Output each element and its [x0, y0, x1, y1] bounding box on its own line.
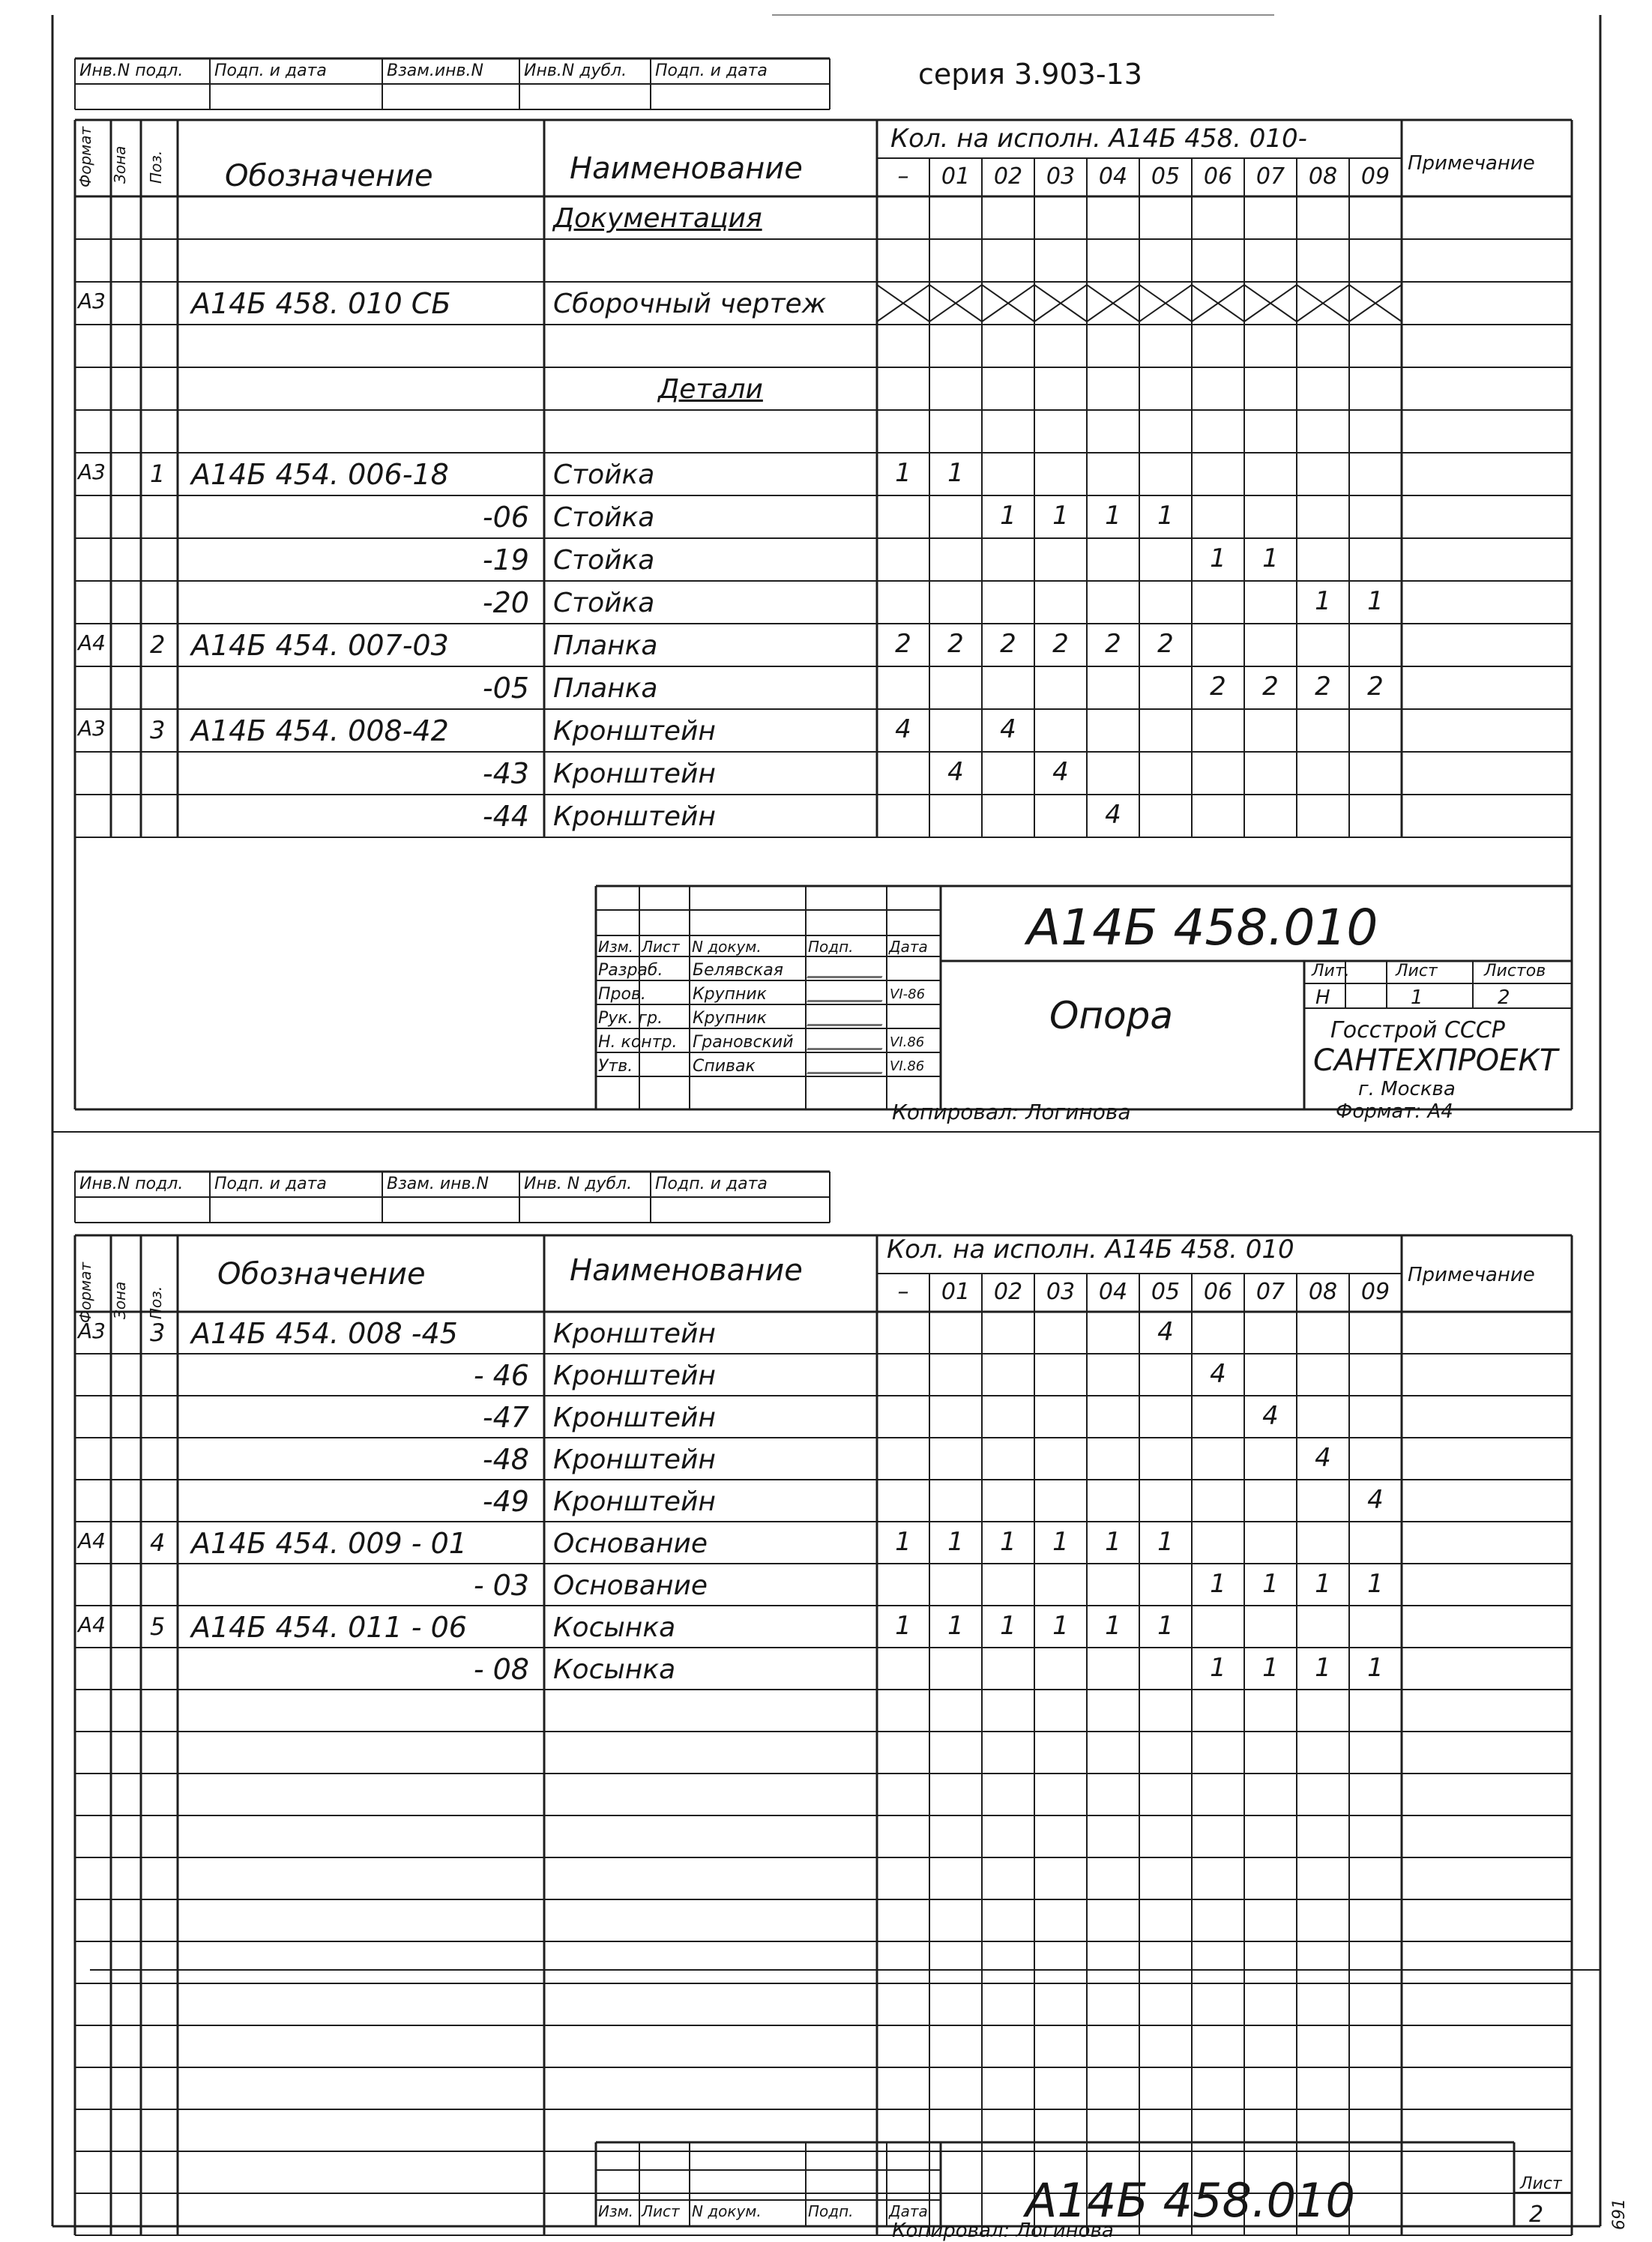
- sheet1-qty-cell: 4: [1000, 714, 1016, 744]
- sheet2-variant-1: 01: [941, 1279, 971, 1305]
- sheet1-section-title: Детали: [658, 374, 763, 405]
- footer-col-label: Подп.: [808, 2202, 854, 2220]
- sheet1-qty-cell: 4: [895, 714, 911, 744]
- footer-col-label: Изм.: [598, 2202, 634, 2220]
- title-date: VI.86: [890, 1034, 925, 1050]
- stamp-top-label-4: Подп. и дата: [655, 61, 768, 80]
- sheet1-name-cell: Стойка: [553, 545, 655, 576]
- org-line-1: Госстрой СССР: [1330, 1017, 1505, 1043]
- sheet2-qty-cell: 1: [895, 1611, 911, 1641]
- sheet1-variant-8: 08: [1308, 163, 1338, 190]
- sheet1-designation-cell: А14Б 458. 010 СБ: [191, 287, 451, 320]
- sheet-label: Лист: [1396, 962, 1438, 980]
- sheet1-name-cell: Стойка: [553, 588, 655, 618]
- designation-header: Обозначение: [225, 159, 433, 193]
- sheet1-name-cell: Кронштейн: [553, 801, 716, 832]
- title-col-label: Лист: [642, 938, 680, 956]
- sheet1-qty-cell: 2: [1157, 629, 1174, 659]
- note-header-2: Примечание: [1408, 1264, 1535, 1286]
- sheet1-qty-cell: 2: [1000, 629, 1016, 659]
- sheets-label: Листов: [1484, 962, 1546, 980]
- sheet1-qty-cell: 4: [1105, 800, 1121, 830]
- title-person: Спивак: [693, 1057, 756, 1076]
- title-date: VI.86: [890, 1058, 925, 1074]
- org-line-2: САНТЕХПРОЕКТ: [1313, 1043, 1558, 1078]
- sheet2-designation-cell: А14Б 454. 009 - 01: [191, 1527, 467, 1560]
- sheet2-qty-cell: 1: [1052, 1527, 1069, 1557]
- sheet1-pos-cell: 3: [150, 716, 166, 744]
- sheet1-qty-cell: 1: [1262, 543, 1279, 573]
- lit-label: Лит.: [1312, 962, 1350, 980]
- sheet2-qty-cell: 1: [947, 1527, 964, 1557]
- org-line-3: г. Москва: [1358, 1078, 1456, 1100]
- sheet1-designation-cell: А14Б 454. 007-03: [191, 629, 449, 662]
- sheet1-designation-cell: А14Б 454. 006-18: [191, 458, 449, 491]
- stamp-top-label-3: Инв.N дубл.: [524, 61, 627, 80]
- stamp-top-label-1: Подп. и дата: [214, 61, 327, 80]
- sheet1-designation-cell: А14Б 454. 008-42: [191, 714, 449, 747]
- sheet2-qty-cell: 1: [1315, 1569, 1331, 1599]
- sheet2-qty-cell: 1: [1262, 1653, 1279, 1683]
- sheet2-qty-cell: 1: [1367, 1653, 1384, 1683]
- sheet2-variant-7: 07: [1255, 1279, 1285, 1305]
- stamp-top-2-label-2: Взам. инв.N: [387, 1175, 489, 1193]
- sheet1-qty-cell: 2: [1052, 629, 1069, 659]
- sheet2-designation-cell: - 46: [473, 1359, 529, 1392]
- qty-header-2: Кол. на исполн. А14Б 458. 010: [887, 1235, 1294, 1265]
- sheet1-qty-cell: 1: [1000, 501, 1016, 531]
- name-header: Наименование: [570, 151, 803, 186]
- sheet2-qty-cell: 1: [947, 1611, 964, 1641]
- sheet1-qty-cell: 2: [1105, 629, 1121, 659]
- title-col-label: N докум.: [692, 938, 762, 956]
- series-label: серия 3.903-13: [918, 58, 1142, 91]
- sheet2-variant-4: 04: [1098, 1279, 1128, 1305]
- stamp-top-2-label-1: Подп. и дата: [214, 1175, 327, 1193]
- sheet1-qty-cell: 1: [895, 458, 911, 488]
- sheet1-qty-cell: 1: [1052, 501, 1069, 531]
- sheet1-qty-cell: 1: [1367, 586, 1384, 616]
- sheet1-name-cell: Сборочный чертеж: [553, 289, 827, 319]
- sheet1-pos-cell: 2: [150, 630, 166, 659]
- sheet1-designation-cell: -20: [482, 586, 529, 619]
- sheet2-name-cell: Основание: [553, 1528, 708, 1559]
- sheet1-qty-cell: 1: [1210, 543, 1226, 573]
- sheet1-qty-cell: 1: [947, 458, 964, 488]
- stamp-top-label-0: Инв.N подл.: [79, 61, 184, 80]
- sheet2-qty-cell: 1: [1262, 1569, 1279, 1599]
- sheet2-designation-cell: - 08: [473, 1653, 529, 1686]
- sheet2-name-cell: Основание: [553, 1570, 708, 1601]
- footer-col-label: N докум.: [692, 2202, 762, 2220]
- sheet2-qty-cell: 4: [1157, 1317, 1174, 1347]
- sheet1-variant-7: 07: [1255, 163, 1285, 190]
- sheet2-variant-9: 09: [1360, 1279, 1390, 1305]
- signature: [807, 1010, 889, 1026]
- pos-header-2: Поз.: [147, 1286, 165, 1319]
- sheet1-qty-cell: 1: [1157, 501, 1174, 531]
- sheet2-variant-6: 06: [1203, 1279, 1233, 1305]
- format-note: Формат: А4: [1336, 1100, 1453, 1123]
- sheet2-name-cell: Кронштейн: [553, 1319, 716, 1349]
- sheet2-qty-cell: 1: [1000, 1527, 1016, 1557]
- sheet1-designation-cell: -19: [482, 543, 529, 576]
- sheet1-pos-cell: 1: [150, 459, 166, 488]
- sheet1-qty-cell: 2: [1315, 672, 1331, 702]
- sheet2-name-cell: Кронштейн: [553, 1360, 716, 1391]
- sheet2-qty-cell: 1: [1000, 1611, 1016, 1641]
- sheet1-qty-cell: 2: [1367, 672, 1384, 702]
- sheet2-qty-cell: 1: [1210, 1569, 1226, 1599]
- sheet2-pos-cell: 3: [150, 1319, 166, 1347]
- sheet1-format-cell: А4: [78, 630, 106, 655]
- sheet2-variant-2: 02: [993, 1279, 1023, 1305]
- footer-col-label: Лист: [642, 2202, 680, 2220]
- sheet1-designation-cell: -44: [482, 800, 529, 833]
- sheet1-qty-cell: 1: [1105, 501, 1121, 531]
- title-col-label: Подп.: [808, 938, 854, 956]
- sheet1-variant-1: 01: [941, 163, 971, 190]
- sheet1-variant-6: 06: [1203, 163, 1233, 190]
- sheet2-variant-8: 08: [1308, 1279, 1338, 1305]
- title-person: Крупник: [693, 1009, 767, 1028]
- sheet1-qty-cell: 2: [947, 629, 964, 659]
- sheet1-variant-3: 03: [1046, 163, 1076, 190]
- sheet2-qty-cell: 1: [1315, 1653, 1331, 1683]
- sheet2-designation-cell: - 03: [473, 1569, 529, 1602]
- sheet-value: 1: [1411, 986, 1423, 1009]
- sheet2-designation-cell: А14Б 454. 008 -45: [191, 1317, 458, 1350]
- sheet-value-2: 2: [1529, 2202, 1544, 2228]
- sheet1-variant-2: 02: [993, 163, 1023, 190]
- sheet2-qty-cell: 1: [1105, 1527, 1121, 1557]
- doc-number: А14Б 458.010: [1027, 899, 1378, 956]
- title-person: Крупник: [693, 985, 767, 1004]
- sheet1-designation-cell: -43: [482, 757, 529, 790]
- doc-name: Опора: [1049, 994, 1174, 1037]
- sheet2-variant-5: 05: [1151, 1279, 1181, 1305]
- sheet2-qty-cell: 4: [1210, 1359, 1226, 1389]
- sheet1-variant-0: –: [897, 163, 909, 190]
- side-mark: 691: [1610, 2199, 1629, 2230]
- signature: [807, 1058, 889, 1074]
- sheet1-name-cell: Документация: [553, 203, 762, 234]
- signature: [807, 962, 889, 978]
- copied-by-2: Копировал: Логинова: [892, 2220, 1114, 2242]
- sheet1-qty-cell: 4: [1052, 757, 1069, 787]
- sheet2-designation-cell: -49: [482, 1485, 529, 1518]
- sheet1-designation-cell: -05: [482, 672, 529, 705]
- sheet2-qty-cell: 1: [1157, 1611, 1174, 1641]
- sheet1-name-cell: Кронштейн: [553, 759, 716, 789]
- stamp-top-2-label-0: Инв.N подл.: [79, 1175, 184, 1193]
- sheet2-name-cell: Кронштейн: [553, 1402, 716, 1433]
- sheet2-qty-cell: 1: [895, 1527, 911, 1557]
- sheet-label-2: Лист: [1520, 2175, 1562, 2193]
- sheet2-pos-cell: 5: [150, 1612, 166, 1641]
- sheet2-name-cell: Кронштейн: [553, 1486, 716, 1517]
- title-col-label: Изм.: [598, 938, 634, 956]
- sheet1-name-cell: Кронштейн: [553, 716, 716, 747]
- sheet2-format-cell: А4: [78, 1528, 106, 1553]
- sheet2-qty-cell: 1: [1157, 1527, 1174, 1557]
- format-header: Формат: [76, 126, 94, 187]
- signature: [807, 1034, 889, 1050]
- sheet2-format-cell: А3: [78, 1319, 106, 1343]
- sheet1-name-cell: Стойка: [553, 459, 655, 490]
- title-col-label: Дата: [889, 938, 928, 956]
- sheet1-variant-4: 04: [1098, 163, 1128, 190]
- sheets-value: 2: [1498, 986, 1510, 1009]
- format-header-2: Формат: [76, 1262, 94, 1323]
- designation-header-2: Обозначение: [217, 1257, 426, 1292]
- sheet2-pos-cell: 4: [150, 1528, 166, 1557]
- sheet1-qty-cell: 1: [1315, 586, 1331, 616]
- sheet1-name-cell: Планка: [553, 630, 658, 661]
- zone-header: Зона: [111, 145, 129, 184]
- stamp-top-2-label-4: Подп. и дата: [655, 1175, 768, 1193]
- title-role: Н. контр.: [598, 1033, 678, 1052]
- sheet2-designation-cell: -48: [482, 1443, 529, 1476]
- sheet1-designation-cell: -06: [482, 501, 529, 534]
- sheet2-qty-cell: 1: [1105, 1611, 1121, 1641]
- stamp-top-2-label-3: Инв. N дубл.: [524, 1175, 633, 1193]
- sheet1-qty-cell: 2: [895, 629, 911, 659]
- sheet1-name-cell: Планка: [553, 673, 658, 704]
- note-header: Примечание: [1408, 152, 1535, 175]
- sheet2-name-cell: Кронштейн: [553, 1444, 716, 1475]
- sheet2-designation-cell: А14Б 454. 011 - 06: [191, 1611, 467, 1644]
- sheet1-variant-9: 09: [1360, 163, 1390, 190]
- lit-value: Н: [1315, 986, 1330, 1009]
- sheet2-variant-3: 03: [1046, 1279, 1076, 1305]
- footer-col-label: Дата: [889, 2202, 928, 2220]
- sheet1-name-cell: Стойка: [553, 502, 655, 533]
- sheet1-qty-cell: 2: [1210, 672, 1226, 702]
- title-role: Рук. гр.: [598, 1009, 663, 1028]
- sheet2-qty-cell: 4: [1367, 1485, 1384, 1515]
- sheet1-format-cell: А3: [78, 289, 106, 313]
- title-person: Грановский: [693, 1033, 794, 1052]
- title-role: Пров.: [598, 985, 646, 1004]
- pos-header: Поз.: [147, 150, 165, 184]
- stamp-top-label-2: Взам.инв.N: [387, 61, 483, 80]
- qty-header: Кол. на исполн. А14Б 458. 010-: [890, 124, 1307, 154]
- sheet2-qty-cell: 1: [1210, 1653, 1226, 1683]
- copied-by: Копировал: Логинова: [892, 1100, 1131, 1124]
- title-role: Разраб.: [598, 961, 663, 980]
- sheet2-qty-cell: 1: [1052, 1611, 1069, 1641]
- sheet2-name-cell: Косынка: [553, 1612, 676, 1643]
- sheet2-qty-cell: 1: [1367, 1569, 1384, 1599]
- title-role: Утв.: [598, 1057, 633, 1076]
- sheet2-qty-cell: 4: [1315, 1443, 1331, 1473]
- sheet1-variant-5: 05: [1151, 163, 1181, 190]
- signature: [807, 986, 889, 1002]
- sheet1-qty-cell: 4: [947, 757, 964, 787]
- sheet2-qty-cell: 4: [1262, 1401, 1279, 1431]
- doc-number-2: А14Б 458.010: [1025, 2173, 1355, 2228]
- title-person: Белявская: [693, 961, 783, 980]
- zone-header-2: Зона: [111, 1281, 129, 1319]
- sheet1-qty-cell: 2: [1262, 672, 1279, 702]
- title-date: VI-86: [890, 986, 926, 1002]
- sheet2-name-cell: Косынка: [553, 1654, 676, 1685]
- sheet1-format-cell: А3: [78, 716, 106, 741]
- sheet2-format-cell: А4: [78, 1612, 106, 1637]
- sheet2-variant-0: –: [897, 1279, 909, 1305]
- sheet2-designation-cell: -47: [482, 1401, 529, 1434]
- name-header-2: Наименование: [570, 1253, 803, 1288]
- sheet1-format-cell: А3: [78, 459, 106, 484]
